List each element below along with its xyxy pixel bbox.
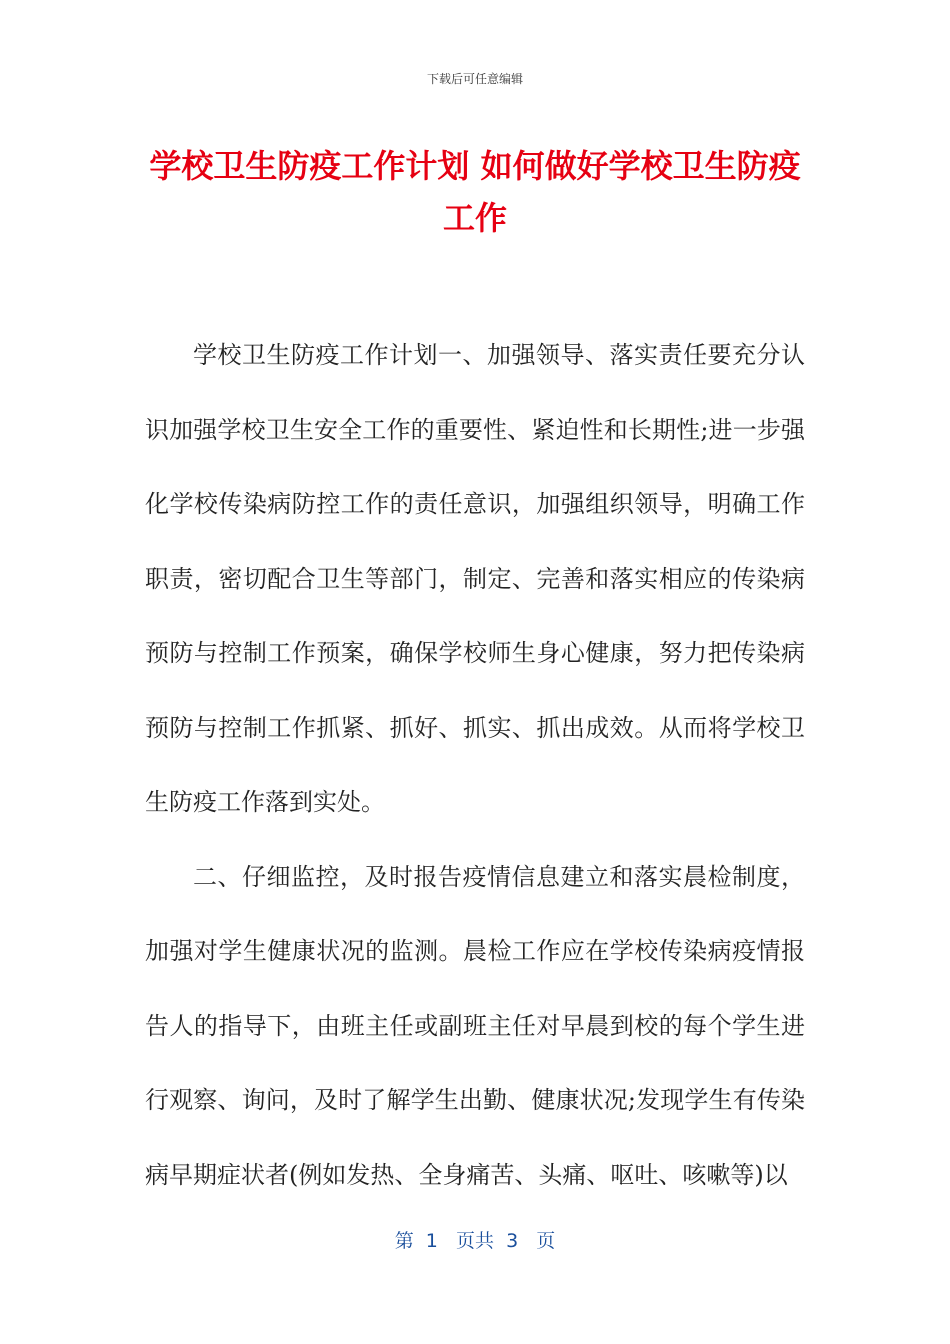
document-body: [145, 318, 805, 1212]
header-note: 下载后可任意编辑: [426, 72, 523, 86]
paragraph-1: 学校卫生防疫工作计划一、加强领导、落实责任要充分认识加强学校卫生安全工作的重要性、紧迫性和长期性;进一步强化学校传染病防控工作的责任意识，加强组织领导，明确工作职责，密切配合卫生等部门，制定、完善和落实相应的传染病预防与控制工作预案，确保学校师生身心健康，努力把传染病预防与控制工作抓紧、抓好、抓实、抓出成效。从而将学校卫生防疫工作落到实处。: [145, 341, 805, 816]
page-number-footer: 第 1 页共 3 页: [394, 1230, 556, 1252]
paragraph-2: 二、仔细监控，及时报告疫情信息建立和落实晨检制度，加强对学生健康状况的监测。晨检工作应在学校传染病疫情报告人的指导下，由班主任或副班主任对早晨到校的每个学生进行观察、询问，及时了解学生出勤、健康状况;发现学生有传染病早期症状者(例如发热、全身痛苦、头痛、呕吐、咳嗽等)以: [145, 862, 805, 1189]
document-title: 学校卫生防疫工作计划 如何做好学校卫生防疫工作: [149, 147, 801, 237]
